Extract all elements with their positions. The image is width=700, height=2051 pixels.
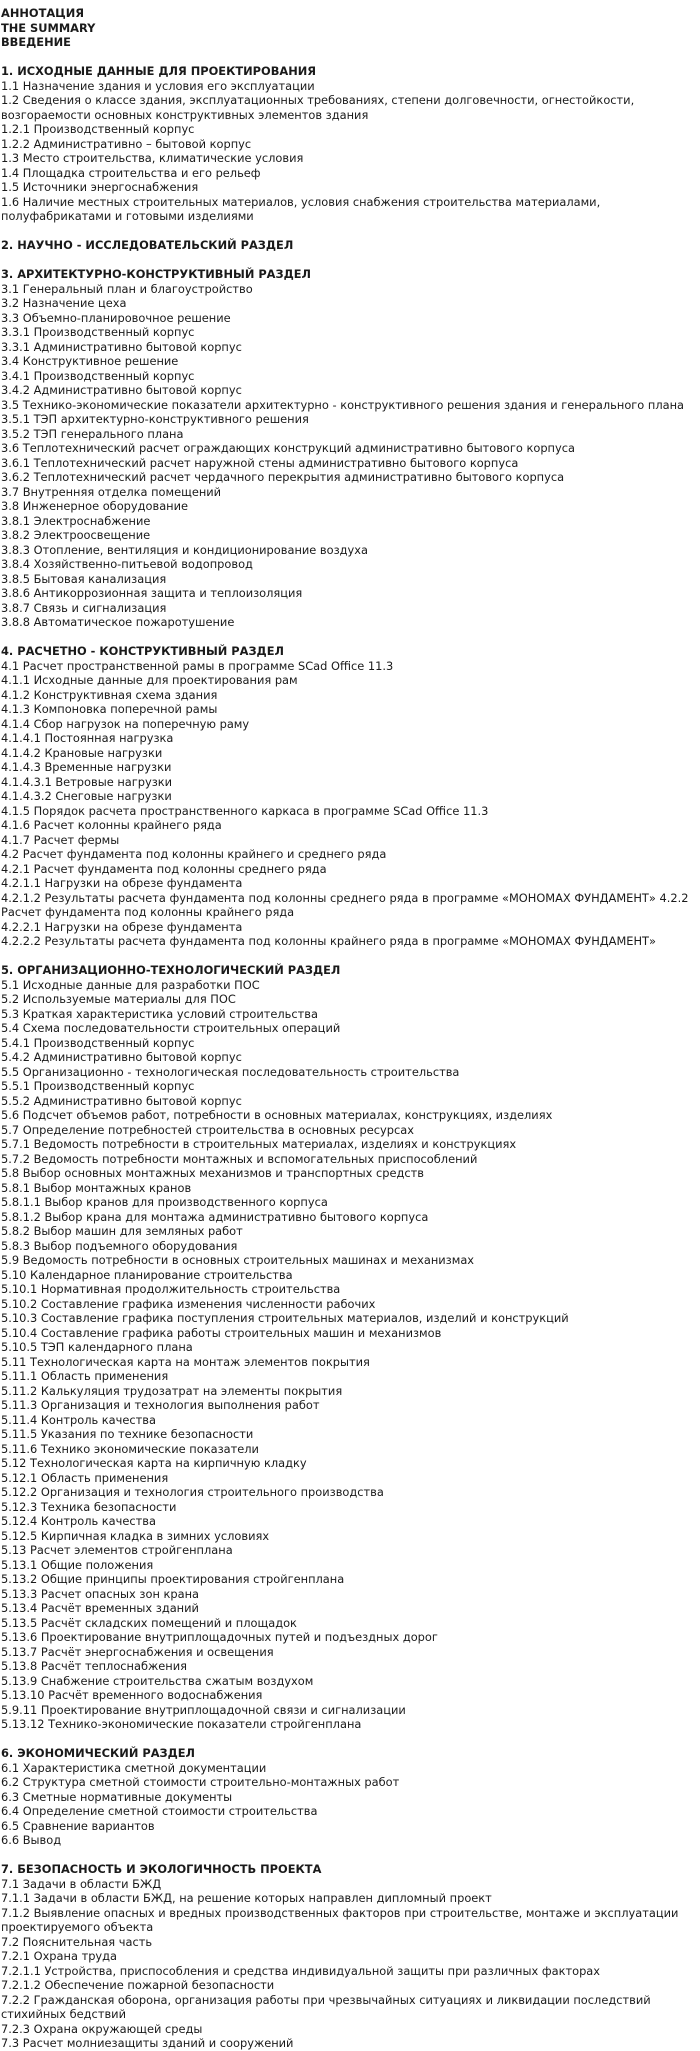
toc-entry: 6.6 Вывод (1, 1833, 62, 1847)
toc-entry: 5.11.2 Калькуляция трудозатрат на элементы покрытия (1, 1383, 343, 1398)
toc-entry: 3.8.3 Отопление, вентиляция и кондиционирование воздуха (1, 542, 368, 557)
toc-entry: 4.2.1.1 Нагрузки на обрезе фундамента (1, 876, 243, 890)
toc-entry: 5.11.3 Организация и технология выполнения работ (1, 1398, 320, 1412)
toc-entry: 3.3.1 Административно бытовой корпус (1, 339, 242, 354)
toc-entry: 4.1.1 Исходные данные для проектирования рам (1, 673, 298, 687)
section-title: 1. ИСХОДНЫЕ ДАННЫЕ ДЛЯ ПРОЕКТИРОВАНИЯ (1, 64, 317, 78)
section-title: 6. ЭКОНОМИЧЕСКИЙ РАЗДЕЛ (1, 1746, 195, 1760)
toc-entry: 3.1 Генеральный план и благоустройство (1, 281, 253, 296)
toc-entry: 5.10.1 Нормативная продолжительность строительства (1, 1282, 341, 1296)
toc-entry: 5.13.5 Расчёт складских помещений и площадок (1, 1615, 297, 1630)
toc-entry: 3.5.1 ТЭП архитектурно-конструктивного решения (1, 412, 309, 426)
toc-entry: 3.8 Инженерное оборудование (1, 499, 189, 513)
toc-entry: 4.1.6 Расчет колонны крайнего ряда (1, 818, 222, 832)
toc-entry: 6.3 Сметные нормативные документы (1, 1789, 233, 1804)
toc-entry: 5.13.7 Расчёт энергоснабжения и освещения (1, 1644, 274, 1659)
section-spacer (1, 253, 699, 268)
toc-section (1, 1746, 699, 1848)
toc-entry: 5.11.5 Указания по технике безопасности (1, 1427, 254, 1441)
toc-entry: 3.7 Внутренняя отделка помещений (1, 484, 222, 499)
section-title: 2. НАУЧНО - ИССЛЕДОВАТЕЛЬСКИЙ РАЗДЕЛ (1, 238, 294, 252)
section-spacer (1, 630, 699, 645)
toc-entry: 3.8.7 Связь и сигнализация (1, 600, 167, 615)
intro-block (1, 6, 699, 50)
toc-entry: 5.10.3 Составление графика поступления строительных материалов, изделий и конструкций (1, 1311, 569, 1325)
toc-entry: 5.5.2 Административно бытовой корпус (1, 1093, 242, 1108)
toc-entry: 5.8.2 Выбор машин для земляных работ (1, 1224, 243, 1238)
toc-entry: 1.5 Источники энергоснабжения (1, 180, 199, 194)
toc-entry: 5.2 Используемые материалы для ПОС (1, 992, 236, 1006)
toc-entry: 5.12.4 Контроль качества (1, 1514, 156, 1528)
toc-entry: 5.13.10 Расчёт временного водоснабжения (1, 1688, 263, 1702)
section-title: 5. ОРГАНИЗАЦИОННО-ТЕХНОЛОГИЧЕСКИЙ РАЗДЕЛ (1, 963, 341, 977)
toc-entry: 4.1.4.2 Крановые нагрузки (1, 745, 163, 760)
toc-entry: 3.8.4 Хозяйственно-питьевой водопровод (1, 557, 253, 571)
toc-entry: 4.2.2.1 Нагрузки на обрезе фундамента (1, 919, 243, 934)
toc-entry: 5.11 Технологическая карта на монтаж элементов покрытия (1, 1354, 370, 1369)
toc-entry: 7.2.1.1 Устройства, приспособления и средства индивидуальной защиты при различных факторах (1, 1963, 601, 1978)
toc-entry: 5.7.2 Ведомость потребности монтажных и вспомогательных приспособлений (1, 1151, 478, 1166)
toc-entry: 4.2.1 Расчет фундамента под колонны среднего ряда (1, 861, 327, 876)
section-title: 7. БЕЗОПАСНОСТЬ И ЭКОЛОГИЧНОСТЬ ПРОЕКТА (1, 1862, 322, 1876)
toc-entry: 1.1 Назначение здания и условия его эксплуатации (1, 78, 315, 93)
toc-entry: 3.3 Объемно-планировочное решение (1, 310, 231, 325)
toc-entry: 5.5.1 Производственный корпус (1, 1079, 195, 1093)
toc-entry: 3.2 Назначение цеха (1, 296, 127, 310)
toc-entry: 5.10.4 Составление графика работы строительных машин и механизмов (1, 1325, 442, 1340)
toc-entry: 5.12.5 Кирпичная кладка в зимних условиях (1, 1528, 270, 1543)
toc-entry: 1.2.2 Административно – бытовой корпус (1, 136, 252, 151)
intro-annotation: АННОТАЦИЯ (1, 6, 85, 20)
toc-entry: 5.3 Краткая характеристика условий строительства (1, 1006, 318, 1021)
toc-section (1, 238, 699, 253)
toc-entry: 7.2.1 Охрана труда (1, 1949, 118, 1963)
toc-entry: 4.2.2.2 Результаты расчета фундамента под колонны крайнего ряда в программе «МОНОМАХ ФУНДАМЕНТ» (1, 934, 656, 948)
toc-entry: 3.6 Теплотехнический расчет ограждающих конструкций административно бытового корпуса (1, 441, 575, 455)
toc-entry: 3.4.1 Производственный корпус (1, 368, 195, 383)
toc-entry: 1.3 Место строительства, климатические условия (1, 151, 304, 165)
toc-entry: 5.13.1 Общие положения (1, 1557, 154, 1572)
toc-entry: 5.13.12 Технико-экономические показатели стройгенплана (1, 1717, 362, 1731)
section-title: 3. АРХИТЕКТУРНО-КОНСТРУКТИВНЫЙ РАЗДЕЛ (1, 267, 311, 281)
toc-entry: 3.8.2 Электроосвещение (1, 528, 151, 542)
toc-entry: 7.1.1 Задачи в области БЖД, на решение которых направлен дипломный проект (1, 1891, 492, 1905)
toc-entry: 5.1 Исходные данные для разработки ПОС (1, 977, 260, 992)
toc-entry: 4.1.5 Порядок расчета пространственного каркаса в программе SCad Office 11.3 (1, 803, 489, 818)
toc-entry: 5.12.3 Техника безопасности (1, 1499, 177, 1514)
section-spacer (1, 50, 699, 65)
toc-entry: 4.1.4.3 Временные нагрузки (1, 760, 172, 774)
toc-entry: 5.13.4 Расчёт временных зданий (1, 1601, 199, 1615)
toc-entry: 3.5.2 ТЭП генерального плана (1, 426, 184, 441)
toc-entry: 3.8.5 Бытовая канализация (1, 571, 167, 586)
toc-entry: 4.1.4.1 Постоянная нагрузка (1, 731, 174, 745)
toc-entry: 4.1 Расчет пространственной рамы в программе SCad Office 11.3 (1, 658, 394, 673)
toc-entry: 3.4.2 Административно бытовой корпус (1, 383, 242, 397)
toc-entry: 4.2 Расчет фундамента под колонны крайнего и среднего ряда (1, 847, 387, 861)
toc-entry: 5.7 Определение потребностей строительства в основных ресурсах (1, 1122, 414, 1137)
toc-entry: 5.7.1 Ведомость потребности в строительных материалах, изделиях и конструкциях (1, 1137, 517, 1151)
intro-introduction: ВВЕДЕНИЕ (1, 35, 71, 49)
toc-entry: 5.4 Схема последовательности строительных операций (1, 1021, 341, 1035)
toc-entry: 7.3 Расчет молниезащиты зданий и сооружений (1, 2036, 294, 2050)
toc-entry: 5.9.11 Проектирование внутриплощадочной связи и сигнализации (1, 1702, 406, 1717)
toc-entry: 5.11.6 Технико экономические показатели (1, 1441, 259, 1456)
toc-entry: 5.13.3 Расчет опасных зон крана (1, 1586, 200, 1601)
toc-entry: 5.10.2 Составление графика изменения численности рабочих (1, 1296, 376, 1311)
toc-entry: 7.2.2 Гражданская оборона, организация работы при чрезвычайных ситуациях и ликвидации последствий стихийных бедствий (1, 1992, 651, 2021)
toc-entry: 1.2 Сведения о классе здания, эксплуатационных требованиях, степени долговечности, огнестойкости, возгораемости основных конструктивных элементов здания (1, 93, 635, 122)
toc-entry: 7.2.3 Охрана окружающей среды (1, 2021, 203, 2036)
toc-entry: 5.8.1 Выбор монтажных кранов (1, 1180, 192, 1195)
toc-entry: 5.12.2 Организация и технология строительного производства (1, 1485, 384, 1499)
toc-entry: 4.1.4.3.2 Снеговые нагрузки (1, 789, 172, 803)
toc-entry: 5.8.1.2 Выбор крана для монтажа административно бытового корпуса (1, 1209, 429, 1224)
toc-entry: 6.2 Структура сметной стоимости строительно-монтажных работ (1, 1775, 400, 1789)
toc-entry: 5.10.5 ТЭП календарного плана (1, 1340, 193, 1354)
section-spacer (1, 1732, 699, 1747)
intro-summary: THE SUMMARY (1, 20, 96, 35)
toc-entry: 3.8.1 Электроснабжение (1, 513, 151, 528)
toc-entry: 5.12.1 Область применения (1, 1470, 169, 1485)
toc-entry: 3.6.1 Теплотехнический расчет наружной стены административно бытового корпуса (1, 455, 519, 470)
toc-entry: 3.3.1 Производственный корпус (1, 325, 195, 339)
toc-entry: 4.1.7 Расчет фермы (1, 832, 120, 847)
toc-section (1, 267, 699, 630)
toc-entry: 7.1 Задачи в области БЖД (1, 1876, 162, 1891)
section-spacer (1, 949, 699, 964)
toc-entry: 7.2 Пояснительная часть (1, 1934, 153, 1949)
toc-entry: 5.4.1 Производственный корпус (1, 1035, 195, 1050)
toc-entry: 7.2.1.2 Обеспечение пожарной безопасности (1, 1978, 275, 1992)
toc-section (1, 64, 699, 224)
toc-section (1, 644, 699, 949)
toc-entry: 6.4 Определение сметной стоимости строительства (1, 1804, 318, 1818)
toc-entry: 1.4 Площадка строительства и его рельеф (1, 165, 261, 180)
toc-entry: 5.4.2 Административно бытовой корпус (1, 1050, 242, 1064)
toc-entry: 5.8 Выбор основных монтажных механизмов и транспортных средств (1, 1166, 425, 1180)
toc-entry: 3.6.2 Теплотехнический расчет чердачного перекрытия административно бытового корпуса (1, 470, 565, 484)
section-title: 4. РАСЧЕТНО - КОНСТРУКТИВНЫЙ РАЗДЕЛ (1, 644, 284, 658)
toc-entry: 5.8.1.1 Выбор кранов для производственного корпуса (1, 1195, 328, 1209)
section-spacer (1, 224, 699, 239)
toc-entry: 5.13 Расчет элементов стройгенплана (1, 1543, 233, 1557)
toc-entry: 4.1.2 Конструктивная схема здания (1, 687, 218, 702)
toc-entry: 3.4 Конструктивное решение (1, 354, 179, 368)
toc-entry: 5.5 Организационно - технологическая последовательность строительства (1, 1064, 460, 1079)
toc-section (1, 1862, 699, 2051)
toc-entry: 5.6 Подсчет объемов работ, потребности в основных материалах, конструкциях, изделиях (1, 1108, 553, 1122)
toc-entry: 3.8.8 Автоматическое пожаротушение (1, 615, 235, 629)
toc-entry: 5.13.8 Расчёт теплоснабжения (1, 1659, 187, 1673)
toc-entry: 1.2.1 Производственный корпус (1, 122, 195, 136)
toc-entry: 5.10 Календарное планирование строительства (1, 1267, 293, 1282)
toc-entry: 1.6 Наличие местных строительных материалов, условия снабжения строительства материалами, полуфабрикатами и готовыми изделиями (1, 194, 601, 223)
toc-entry: 5.13.6 Проектирование внутриплощадочных путей и подъездных дорог (1, 1630, 438, 1644)
toc-section (1, 963, 699, 1732)
toc-entry: 5.9 Ведомость потребности в основных строительных машинах и механизмах (1, 1253, 475, 1267)
toc-entry: 6.5 Сравнение вариантов (1, 1818, 155, 1833)
toc-entry: 7.1.2 Выявление опасных и вредных производственных факторов при строительстве, монтаже и эксплуатации проектируемого объекта (1, 1905, 679, 1934)
toc-entry: 6.1 Характеристика сметной документации (1, 1760, 267, 1775)
section-spacer (1, 1848, 699, 1863)
toc-entry: 5.8.3 Выбор подъемного оборудования (1, 1238, 238, 1253)
toc-entry: 5.13.2 Общие принципы проектирования стройгенплана (1, 1572, 345, 1586)
toc-entry: 4.1.3 Компоновка поперечной рамы (1, 702, 218, 716)
toc-entry: 5.11.1 Область применения (1, 1369, 169, 1383)
toc-entry: 4.1.4.3.1 Ветровые нагрузки (1, 774, 173, 789)
toc-entry: 4.2.1.2 Результаты расчета фундамента под колонны среднего ряда в программе «МОНОМАХ ФУНДАМЕНТ» 4.2.2 Расчет фундамента под колонны крайнего ряда (1, 890, 689, 919)
toc-entry: 5.13.9 Снабжение строительства сжатым воздухом (1, 1673, 314, 1688)
toc-entry: 5.11.4 Контроль качества (1, 1412, 156, 1427)
toc-entry: 4.1.4 Сбор нагрузок на поперечную раму (1, 716, 250, 731)
toc-entry: 3.5 Технико-экономические показатели архитектурно - конструктивного решения здания и генерального плана (1, 397, 685, 412)
sections (1, 50, 699, 2051)
toc-entry: 5.12 Технологическая карта на кирпичную кладку (1, 1456, 307, 1470)
toc-entry: 3.8.6 Антикоррозионная защита и теплоизоляция (1, 586, 303, 600)
